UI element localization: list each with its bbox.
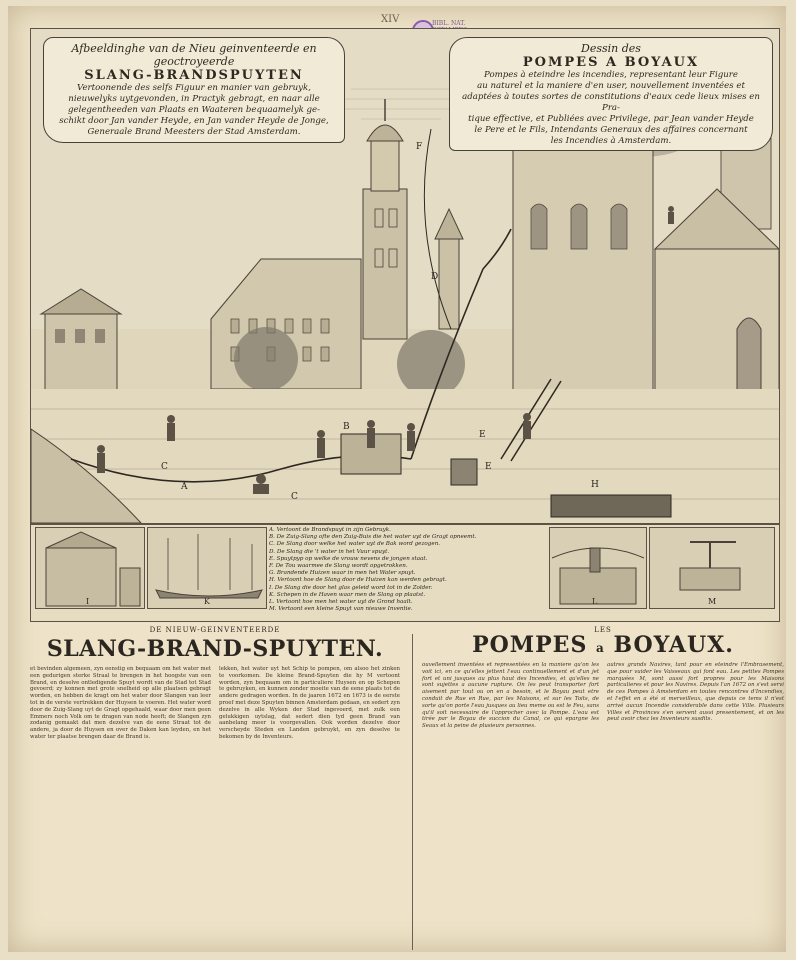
legend-item: K. Schepen in de Haven waar men de Slang op plaatst. xyxy=(269,591,426,598)
french-cartouche-line: tique effective, et Publiées avec Privilege, par Jean vander Heyde xyxy=(468,114,754,124)
dutch-subheading: DE NIEUW-GEINVENTEERDE xyxy=(149,626,281,634)
scene-letter-2: B xyxy=(343,422,350,432)
french-heading-a: POMPES xyxy=(472,632,588,658)
dutch-title-cartouche xyxy=(43,37,345,143)
legend-item: E. Spuytpyp op welke de vrouw nevens de jongen staat. xyxy=(269,555,428,562)
french-heading xyxy=(422,632,784,658)
french-cartouche-line: Pompes à eteindre les incendies, representant leur Figure xyxy=(484,70,738,80)
column-divider xyxy=(412,634,413,950)
inset-label: M xyxy=(708,597,717,606)
dutch-title-main: SLANG-BRANDSPUYTEN xyxy=(84,68,304,83)
scene-letter-10: E xyxy=(485,462,492,472)
french-cartouche-line: le Pere et le Fils, Intendants Generaux des affaires concernant xyxy=(474,125,748,135)
legend-item: A. Vertoont de Brandspuyt in zijn Gebruyk. xyxy=(269,527,391,533)
dutch-cartouche-line: gelegentheeden van Plaats en Waateren bequaamelyk ge- xyxy=(68,105,320,115)
print-sheet xyxy=(8,6,786,952)
scene-letter-1: A xyxy=(181,482,188,492)
dutch-text-section xyxy=(30,626,400,741)
french-paragraph-1: ouvellement inventées et representées en la maniere qu'on les voit ici, en ce qu'elles jettent l'eau continuellement et d'un jet fort et uni jusques au plus haut des Incendies, et qu'elles ne sont sujettes a aucune rupture. On les peut transporter fort aisement par tout ou on en a besoin, et le Boyau peut etre conduit de Rue en Rue, par les Maisons, et sur les Toits, de sorte qu'on porte l'eau jusques au lieu meme ou est le Feu, sans qu'il soit necessaire de l'approcher avec la Pompe. L'eau est tirée par le Boyau de succion du Canal, ce qui epargne les Seaux et la peine de plusieurs personnes. xyxy=(422,662,599,730)
french-paragraph-2: autres grands Navires, tant pour en eteindre l'Embrasement, que pour vuider les Vaisseaux qui font eau. Les petites Pompes marquées M, sont aussi fort propres pour les Maisons particulieres et pour les Navires. Depuis l'an 1672 on s'est servi de ces Pompes à Amsterdam en toutes rencontres d'Incendies, et l'effet en a été si merveilleux, que depuis ce tems il n'est arrivé aucun Incendie considerable dans cette Ville. Plusieurs Villes et Provinces s'en servent aussi presentement, et on les peut avoir chez les Inventeurs susdits. xyxy=(607,662,784,723)
inset-ships xyxy=(147,527,267,609)
scene-letter-9: C xyxy=(291,492,298,502)
legend-item: I. De Slang die door het glas geleid word tot in de Zolder. xyxy=(269,584,433,591)
legend-item: M. Vertoont een kleine Spuyt van nieuwe Inventie. xyxy=(269,606,413,613)
legend-item: C. De Slang door welke het water uyt de Bak word gezogen. xyxy=(269,541,441,548)
scene-letter-6: F xyxy=(416,142,423,152)
french-cartouche-line: au naturel et la maniere d'en user, nouvellement inventées et xyxy=(477,81,745,91)
french-heading-c: BOYAUX. xyxy=(613,632,734,658)
french-title-line: Dessin des xyxy=(581,42,641,55)
legend-item: G. Brandende Huizen waar in men het Water spuyt. xyxy=(269,570,416,577)
inset-label: I xyxy=(86,597,90,606)
scene-letter-4: D xyxy=(431,272,439,282)
dutch-cartouche-line: schikt door Jan vander Heyde, en Jan vander Heyde de Jonge, xyxy=(59,116,329,126)
legend-item: H. Vertoont hoe de Slang door de Huizen kan werden gebragt. xyxy=(269,577,447,584)
french-title-cartouche xyxy=(449,37,773,151)
dutch-heading: SLANG-BRAND-SPUYTEN. xyxy=(46,636,384,662)
legend-item: F. De Tou waarmee de Slang wordt opgetrokken. xyxy=(269,563,408,570)
dutch-cartouche-line: nieuwelyks uytgevonden, in Practyk gebragt, en naar alle xyxy=(68,94,320,104)
inset-well xyxy=(549,527,647,609)
dutch-title-line: Afbeeldinghe van de Nieu geinventeerde en geoctroyeerde xyxy=(71,42,317,68)
stamp-line-1: BIBL. NAT. xyxy=(432,20,466,27)
legend-dutch xyxy=(269,527,545,617)
french-cartouche-line: les Incendies à Amsterdam. xyxy=(550,136,672,146)
french-heading-b: a xyxy=(596,641,605,655)
main-engraving xyxy=(30,28,780,524)
scene-letter-3: C xyxy=(161,462,168,472)
inset-strip xyxy=(30,524,780,622)
french-cartouche-line: adaptées à toutes sortes de constitutions d'eaux cede lieux mises en Pra- xyxy=(462,92,760,113)
inset-label: K xyxy=(204,597,210,606)
catalog-mark: XIV xyxy=(381,14,400,25)
legend-item: D. De Slang die 't water in het Vuur spuyt. xyxy=(269,548,390,555)
inset-label: L xyxy=(592,597,598,606)
legend-item: B. De Zuig-Slang ofte den Zuig-Buis die het water uyt de Gragt opneemt. xyxy=(269,534,477,541)
dutch-body xyxy=(30,666,400,741)
scene-letter-8: H xyxy=(591,480,599,490)
dutch-cartouche-line: Vertoonende des selfs Figuur en manier van gebruyk, xyxy=(77,83,311,93)
dutch-cartouche-line: Generaale Brand Meesters der Stad Amsterdam. xyxy=(87,127,301,137)
dutch-paragraph-1: et bevinden algemeen, zyn eenstig en bequaam om het water met een gedurigen sterke Straal te brengen in het hoogste van een Brand, en deselve ontledigende Spuyt wordt van de Stad tot Stad gevoerd; zy konnen met grote snelheid op alle plaatsen gebragt worden, en hebben de kragt om het water door Slangen van leer tot in de verste vertrekken der Huysen te voeren. Het water word door de Zuig-Slang uyt de Gragt opgehaald, waar door men geen Emmers noch Volk om te dragen van node heeft; de Slangen zyn zodanig gemaakt dat men dezelve van de eene Straat tot de andere, ja door de Huysen en over de Daken kan leyden, en het water ter plaatse brengen daar de Brand is. xyxy=(30,666,211,740)
legend-item: L. Vertoont hoe men het water uyt de Grond haalt. xyxy=(269,599,413,606)
french-title-main: POMPES A BOYAUX xyxy=(522,55,700,70)
scene-letter-5: E xyxy=(479,430,486,440)
inset-house xyxy=(35,527,145,609)
french-subheading: LES xyxy=(594,626,612,634)
french-body xyxy=(422,662,784,730)
french-text-section xyxy=(422,626,784,730)
dutch-paragraph-2: lekken, het water uyt het Schip te pompen, om alsoo het zinken te voorkomen. De kleine Brand-Spuyten die hy M vertoont worden, zyn bequaam om in particuliere Huysen en op Schepen te gebruyken, en kunnen zonder moeite van de eene plaats tot de andere gedragen worden. In de jaaren 1672 en 1673 is de eerste proef met deze Spuyten binnen Amsterdam gedaan, en sedert zyn dezelve in alle Wyken der Stad ingevoerd, met zulk een gelukkigen uytslag, dat sedert dien tyd geen Brand van aanbelang meer is voorgevallen. Ook worden dezelve door verscheyde Steden en Landen gebruykt, en zyn deselve te bekomen by de Inventeurs. xyxy=(219,666,400,740)
inset-small-pump xyxy=(649,527,775,609)
